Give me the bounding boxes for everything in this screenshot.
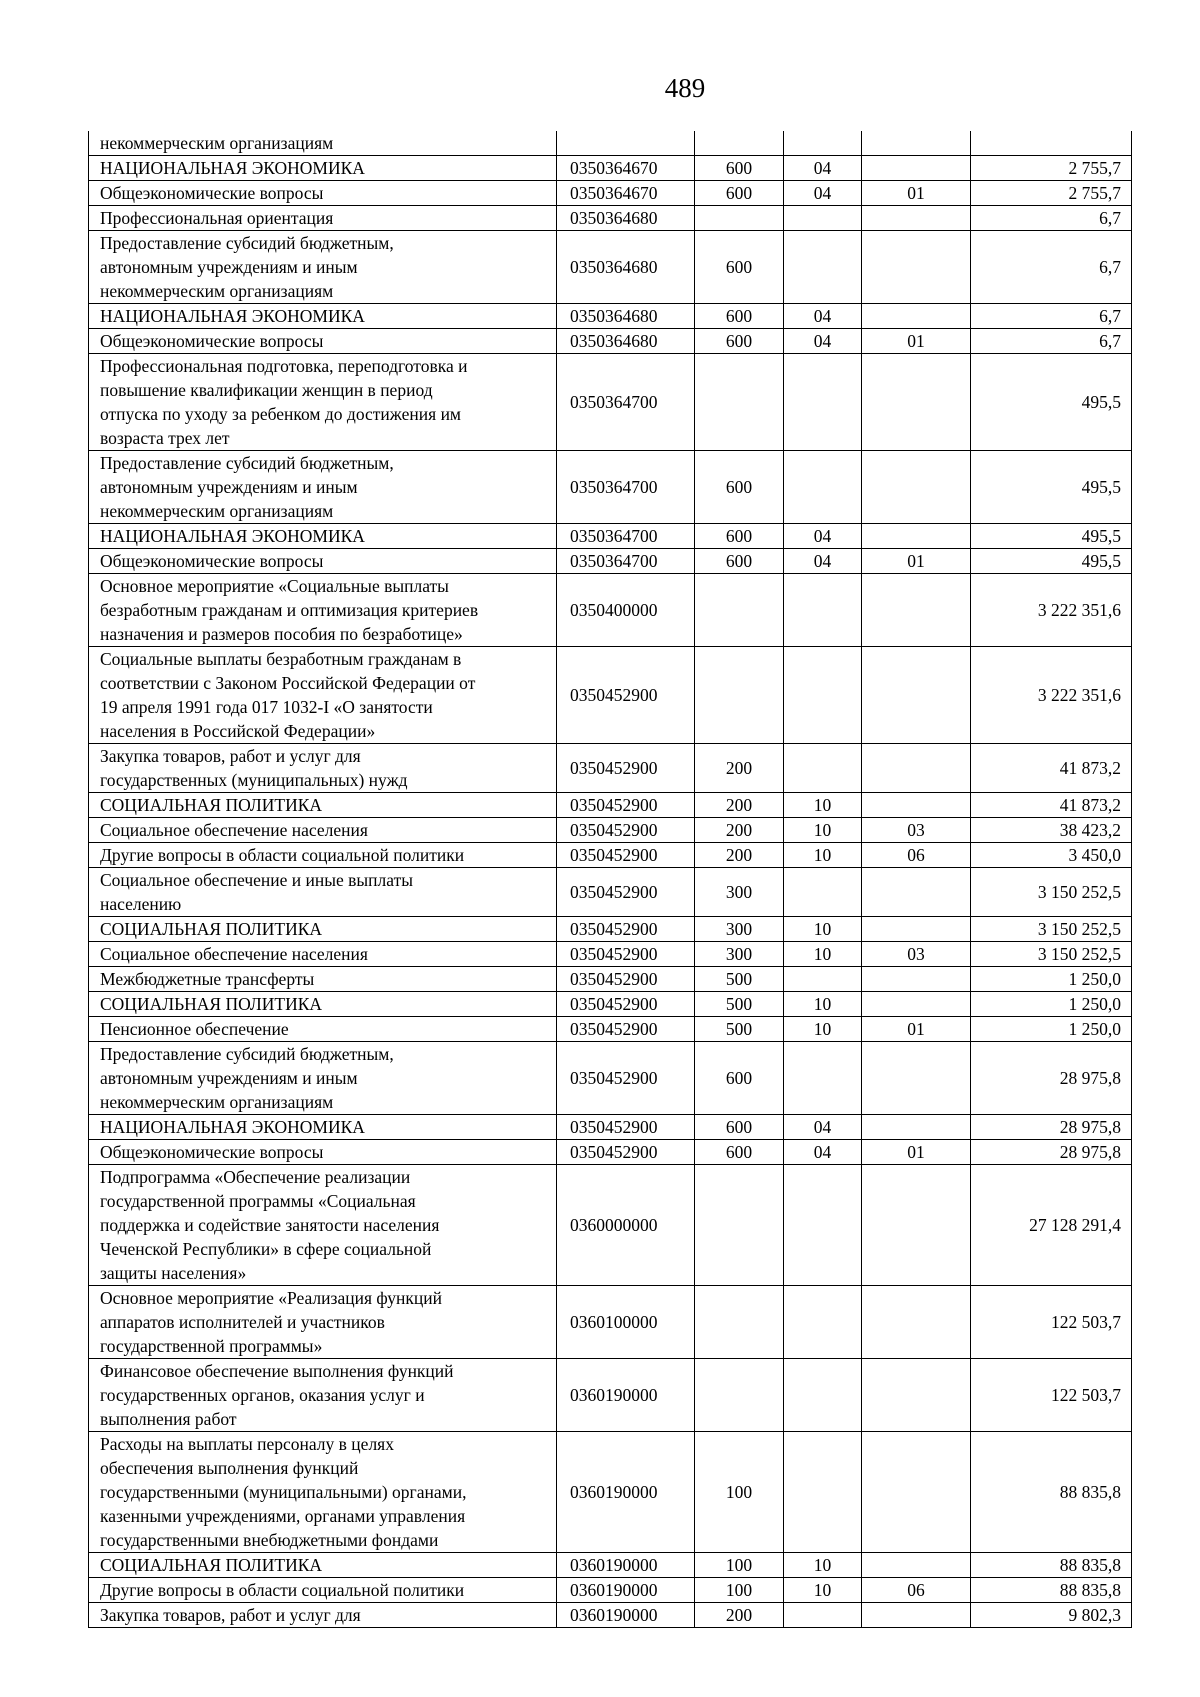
target-article-code-cell: 0350364680 [557,206,695,231]
subsection-code-cell [862,231,971,304]
expense-name-cell: Подпрограмма «Обеспечение реализации государственной программы «Социальная поддержка и содействие занятости населения Чеченской Республики» в сфере социальной защиты населения» [89,1165,557,1286]
subsection-code-cell: 01 [862,329,971,354]
section-code-cell: 04 [784,1115,862,1140]
target-article-code-cell: 0350364700 [557,524,695,549]
section-code-cell [784,1432,862,1553]
section-code-cell [784,647,862,744]
expense-type-cell [695,574,784,647]
section-code-cell [784,451,862,524]
table-row [89,1286,1132,1359]
expense-name-cell: Профессиональная подготовка, переподготовка и повышение квалификации женщин в период отпуска по уходу за ребенком до достижения им возраста трех лет [89,354,557,451]
table-row [89,524,1132,549]
expense-name-cell: Общеэкономические вопросы [89,329,557,354]
expense-type-cell [695,1286,784,1359]
amount-cell: 41 873,2 [971,793,1132,818]
section-code-cell [784,231,862,304]
subsection-code-cell [862,744,971,793]
section-code-cell: 10 [784,992,862,1017]
amount-cell: 3 450,0 [971,843,1132,868]
expense-type-cell: 200 [695,744,784,793]
budget-table [88,131,1132,1628]
target-article-code-cell: 0350364680 [557,304,695,329]
table-row [89,1140,1132,1165]
expense-name-cell: Социальное обеспечение населения [89,942,557,967]
subsection-code-cell [862,868,971,917]
expense-type-cell [695,647,784,744]
amount-cell: 38 423,2 [971,818,1132,843]
subsection-code-cell [862,1286,971,1359]
target-article-code-cell: 0350452900 [557,647,695,744]
section-code-cell [784,574,862,647]
section-code-cell [784,354,862,451]
table-row [89,1578,1132,1603]
expense-name-cell: Основное мероприятие «Социальные выплаты безработным гражданам и оптимизация критериев назначения и размеров пособия по безработице» [89,574,557,647]
expense-type-cell: 300 [695,868,784,917]
expense-name-cell: Другие вопросы в области социальной политики [89,1578,557,1603]
target-article-code-cell: 0360190000 [557,1359,695,1432]
target-article-code-cell: 0360190000 [557,1603,695,1628]
subsection-code-cell [862,156,971,181]
subsection-code-cell: 01 [862,1017,971,1042]
amount-cell: 6,7 [971,206,1132,231]
target-article-code-cell: 0350364680 [557,329,695,354]
table-row [89,1165,1132,1286]
section-code-cell [784,1042,862,1115]
section-code-cell: 04 [784,524,862,549]
expense-type-cell: 100 [695,1578,784,1603]
subsection-code-cell [862,354,971,451]
expense-name-cell: НАЦИОНАЛЬНАЯ ЭКОНОМИКА [89,156,557,181]
expense-type-cell: 200 [695,793,784,818]
expense-name-cell: Общеэкономические вопросы [89,1140,557,1165]
expense-type-cell: 200 [695,818,784,843]
table-row [89,967,1132,992]
section-code-cell: 10 [784,843,862,868]
target-article-code-cell: 0350364680 [557,231,695,304]
table-row [89,917,1132,942]
subsection-code-cell [862,1359,971,1432]
expense-name-cell: Общеэкономические вопросы [89,549,557,574]
target-article-code-cell: 0360100000 [557,1286,695,1359]
subsection-code-cell: 03 [862,818,971,843]
target-article-code-cell: 0350452900 [557,818,695,843]
amount-cell: 88 835,8 [971,1432,1132,1553]
subsection-code-cell [862,304,971,329]
table-row [89,793,1132,818]
subsection-code-cell [862,206,971,231]
subsection-code-cell [862,524,971,549]
section-code-cell: 04 [784,181,862,206]
expense-name-cell: Профессиональная ориентация [89,206,557,231]
table-row [89,647,1132,744]
amount-cell: 122 503,7 [971,1359,1132,1432]
expense-name-cell: некоммерческим организациям [89,131,557,156]
table-row [89,744,1132,793]
expense-name-cell: Общеэкономические вопросы [89,181,557,206]
subsection-code-cell [862,793,971,818]
target-article-code-cell: 0350452900 [557,967,695,992]
target-article-code-cell: 0350452900 [557,868,695,917]
table-row [89,1603,1132,1628]
amount-cell: 41 873,2 [971,744,1132,793]
expense-type-cell [695,206,784,231]
amount-cell: 28 975,8 [971,1115,1132,1140]
expense-type-cell: 500 [695,967,784,992]
subsection-code-cell: 06 [862,1578,971,1603]
expense-type-cell: 500 [695,992,784,1017]
expense-name-cell: Основное мероприятие «Реализация функций аппаратов исполнителей и участников государственной программы» [89,1286,557,1359]
target-article-code-cell: 0350364670 [557,181,695,206]
table-row [89,1042,1132,1115]
amount-cell [971,131,1132,156]
amount-cell: 9 802,3 [971,1603,1132,1628]
target-article-code-cell: 0350364670 [557,156,695,181]
target-article-code-cell: 0350452900 [557,843,695,868]
amount-cell: 88 835,8 [971,1578,1132,1603]
amount-cell: 495,5 [971,549,1132,574]
expense-name-cell: НАЦИОНАЛЬНАЯ ЭКОНОМИКА [89,524,557,549]
subsection-code-cell [862,992,971,1017]
expense-type-cell: 200 [695,1603,784,1628]
table-row [89,329,1132,354]
expense-name-cell: Финансовое обеспечение выполнения функций государственных органов, оказания услуг и выполнения работ [89,1359,557,1432]
table-row [89,354,1132,451]
expense-type-cell: 600 [695,231,784,304]
target-article-code-cell: 0350452900 [557,917,695,942]
amount-cell: 1 250,0 [971,1017,1132,1042]
subsection-code-cell [862,917,971,942]
expense-name-cell: Социальное обеспечение и иные выплаты населению [89,868,557,917]
target-article-code-cell: 0350364700 [557,451,695,524]
expense-name-cell: Предоставление субсидий бюджетным, автономным учреждениям и иным некоммерческим организациям [89,231,557,304]
expense-type-cell: 300 [695,942,784,967]
amount-cell: 1 250,0 [971,992,1132,1017]
expense-type-cell: 100 [695,1553,784,1578]
amount-cell: 495,5 [971,524,1132,549]
section-code-cell [784,1603,862,1628]
target-article-code-cell [557,131,695,156]
expense-type-cell: 600 [695,1042,784,1115]
amount-cell: 27 128 291,4 [971,1165,1132,1286]
amount-cell: 2 755,7 [971,181,1132,206]
table-row [89,1553,1132,1578]
table-row [89,549,1132,574]
amount-cell: 28 975,8 [971,1042,1132,1115]
target-article-code-cell: 0360190000 [557,1578,695,1603]
expense-name-cell: Социальное обеспечение населения [89,818,557,843]
target-article-code-cell: 0360190000 [557,1553,695,1578]
expense-type-cell: 600 [695,304,784,329]
expense-name-cell: СОЦИАЛЬНАЯ ПОЛИТИКА [89,1553,557,1578]
section-code-cell: 10 [784,942,862,967]
subsection-code-cell [862,1115,971,1140]
section-code-cell [784,206,862,231]
table-row [89,942,1132,967]
expense-type-cell: 600 [695,524,784,549]
section-code-cell: 10 [784,1553,862,1578]
target-article-code-cell: 0350452900 [557,793,695,818]
subsection-code-cell: 03 [862,942,971,967]
target-article-code-cell: 0350452900 [557,1140,695,1165]
table-row [89,843,1132,868]
expense-name-cell: СОЦИАЛЬНАЯ ПОЛИТИКА [89,793,557,818]
expense-type-cell: 600 [695,156,784,181]
table-row [89,992,1132,1017]
target-article-code-cell: 0350452900 [557,1115,695,1140]
expense-name-cell: Пенсионное обеспечение [89,1017,557,1042]
table-row [89,206,1132,231]
table-row [89,1359,1132,1432]
amount-cell: 3 150 252,5 [971,868,1132,917]
expense-name-cell: Закупка товаров, работ и услуг для [89,1603,557,1628]
section-code-cell: 04 [784,156,862,181]
section-code-cell: 04 [784,304,862,329]
amount-cell: 3 222 351,6 [971,574,1132,647]
expense-type-cell: 100 [695,1432,784,1553]
expense-type-cell: 300 [695,917,784,942]
amount-cell: 3 150 252,5 [971,917,1132,942]
target-article-code-cell: 0350452900 [557,942,695,967]
table-row [89,451,1132,524]
section-code-cell [784,1165,862,1286]
subsection-code-cell: 01 [862,181,971,206]
subsection-code-cell [862,451,971,524]
table-row [89,131,1132,156]
subsection-code-cell [862,574,971,647]
subsection-code-cell [862,967,971,992]
subsection-code-cell: 06 [862,843,971,868]
expense-type-cell: 500 [695,1017,784,1042]
subsection-code-cell: 01 [862,549,971,574]
expense-type-cell [695,1165,784,1286]
amount-cell: 495,5 [971,451,1132,524]
target-article-code-cell: 0350452900 [557,1042,695,1115]
table-row [89,156,1132,181]
section-code-cell: 10 [784,818,862,843]
expense-name-cell: Социальные выплаты безработным гражданам в соответствии с Законом Российской Федерации от 19 апреля 1991 года 017 1032-I «О занятости населения в Российской Федерации» [89,647,557,744]
section-code-cell [784,744,862,793]
target-article-code-cell: 0350364700 [557,549,695,574]
expense-name-cell: Другие вопросы в области социальной политики [89,843,557,868]
expense-type-cell: 600 [695,451,784,524]
expense-type-cell: 600 [695,329,784,354]
table-row [89,868,1132,917]
target-article-code-cell: 0360000000 [557,1165,695,1286]
table-row [89,1432,1132,1553]
section-code-cell: 04 [784,329,862,354]
expense-name-cell: НАЦИОНАЛЬНАЯ ЭКОНОМИКА [89,1115,557,1140]
section-code-cell [784,1286,862,1359]
section-code-cell: 04 [784,549,862,574]
expense-type-cell [695,1359,784,1432]
amount-cell: 2 755,7 [971,156,1132,181]
amount-cell: 3 222 351,6 [971,647,1132,744]
section-code-cell: 04 [784,1140,862,1165]
section-code-cell: 10 [784,793,862,818]
amount-cell: 495,5 [971,354,1132,451]
table-row [89,231,1132,304]
table-row [89,1017,1132,1042]
amount-cell: 3 150 252,5 [971,942,1132,967]
target-article-code-cell: 0350452900 [557,744,695,793]
expense-type-cell: 600 [695,181,784,206]
expense-name-cell: СОЦИАЛЬНАЯ ПОЛИТИКА [89,917,557,942]
subsection-code-cell [862,1553,971,1578]
section-code-cell [784,967,862,992]
budget-table-body [89,131,1132,1628]
target-article-code-cell: 0350452900 [557,992,695,1017]
section-code-cell [784,868,862,917]
section-code-cell [784,1359,862,1432]
expense-type-cell: 600 [695,1140,784,1165]
expense-type-cell: 200 [695,843,784,868]
table-row [89,574,1132,647]
amount-cell: 88 835,8 [971,1553,1132,1578]
target-article-code-cell: 0350452900 [557,1017,695,1042]
subsection-code-cell [862,1165,971,1286]
expense-name-cell: Закупка товаров, работ и услуг для государственных (муниципальных) нужд [89,744,557,793]
expense-name-cell: СОЦИАЛЬНАЯ ПОЛИТИКА [89,992,557,1017]
amount-cell: 6,7 [971,231,1132,304]
expense-type-cell: 600 [695,1115,784,1140]
expense-name-cell: НАЦИОНАЛЬНАЯ ЭКОНОМИКА [89,304,557,329]
expense-name-cell: Расходы на выплаты персоналу в целях обеспечения выполнения функций государственными (муниципальными) органами, казенными учреждениями, органами управления государственными внебюджетными фондами [89,1432,557,1553]
amount-cell: 6,7 [971,329,1132,354]
expense-name-cell: Межбюджетные трансферты [89,967,557,992]
subsection-code-cell [862,1432,971,1553]
amount-cell: 122 503,7 [971,1286,1132,1359]
table-row [89,304,1132,329]
target-article-code-cell: 0350364700 [557,354,695,451]
target-article-code-cell: 0360190000 [557,1432,695,1553]
expense-name-cell: Предоставление субсидий бюджетным, автономным учреждениям и иным некоммерческим организациям [89,451,557,524]
target-article-code-cell: 0350400000 [557,574,695,647]
expense-name-cell: Предоставление субсидий бюджетным, автономным учреждениям и иным некоммерческим организациям [89,1042,557,1115]
subsection-code-cell: 01 [862,1140,971,1165]
amount-cell: 6,7 [971,304,1132,329]
section-code-cell: 10 [784,917,862,942]
table-row [89,1115,1132,1140]
section-code-cell [784,131,862,156]
expense-type-cell [695,131,784,156]
table-row [89,818,1132,843]
subsection-code-cell [862,1042,971,1115]
expense-type-cell [695,354,784,451]
subsection-code-cell [862,647,971,744]
page-number: 489 [664,73,706,103]
amount-cell: 28 975,8 [971,1140,1132,1165]
section-code-cell: 10 [784,1578,862,1603]
table-row [89,181,1132,206]
section-code-cell: 10 [784,1017,862,1042]
expense-type-cell: 600 [695,549,784,574]
subsection-code-cell [862,131,971,156]
subsection-code-cell [862,1603,971,1628]
amount-cell: 1 250,0 [971,967,1132,992]
